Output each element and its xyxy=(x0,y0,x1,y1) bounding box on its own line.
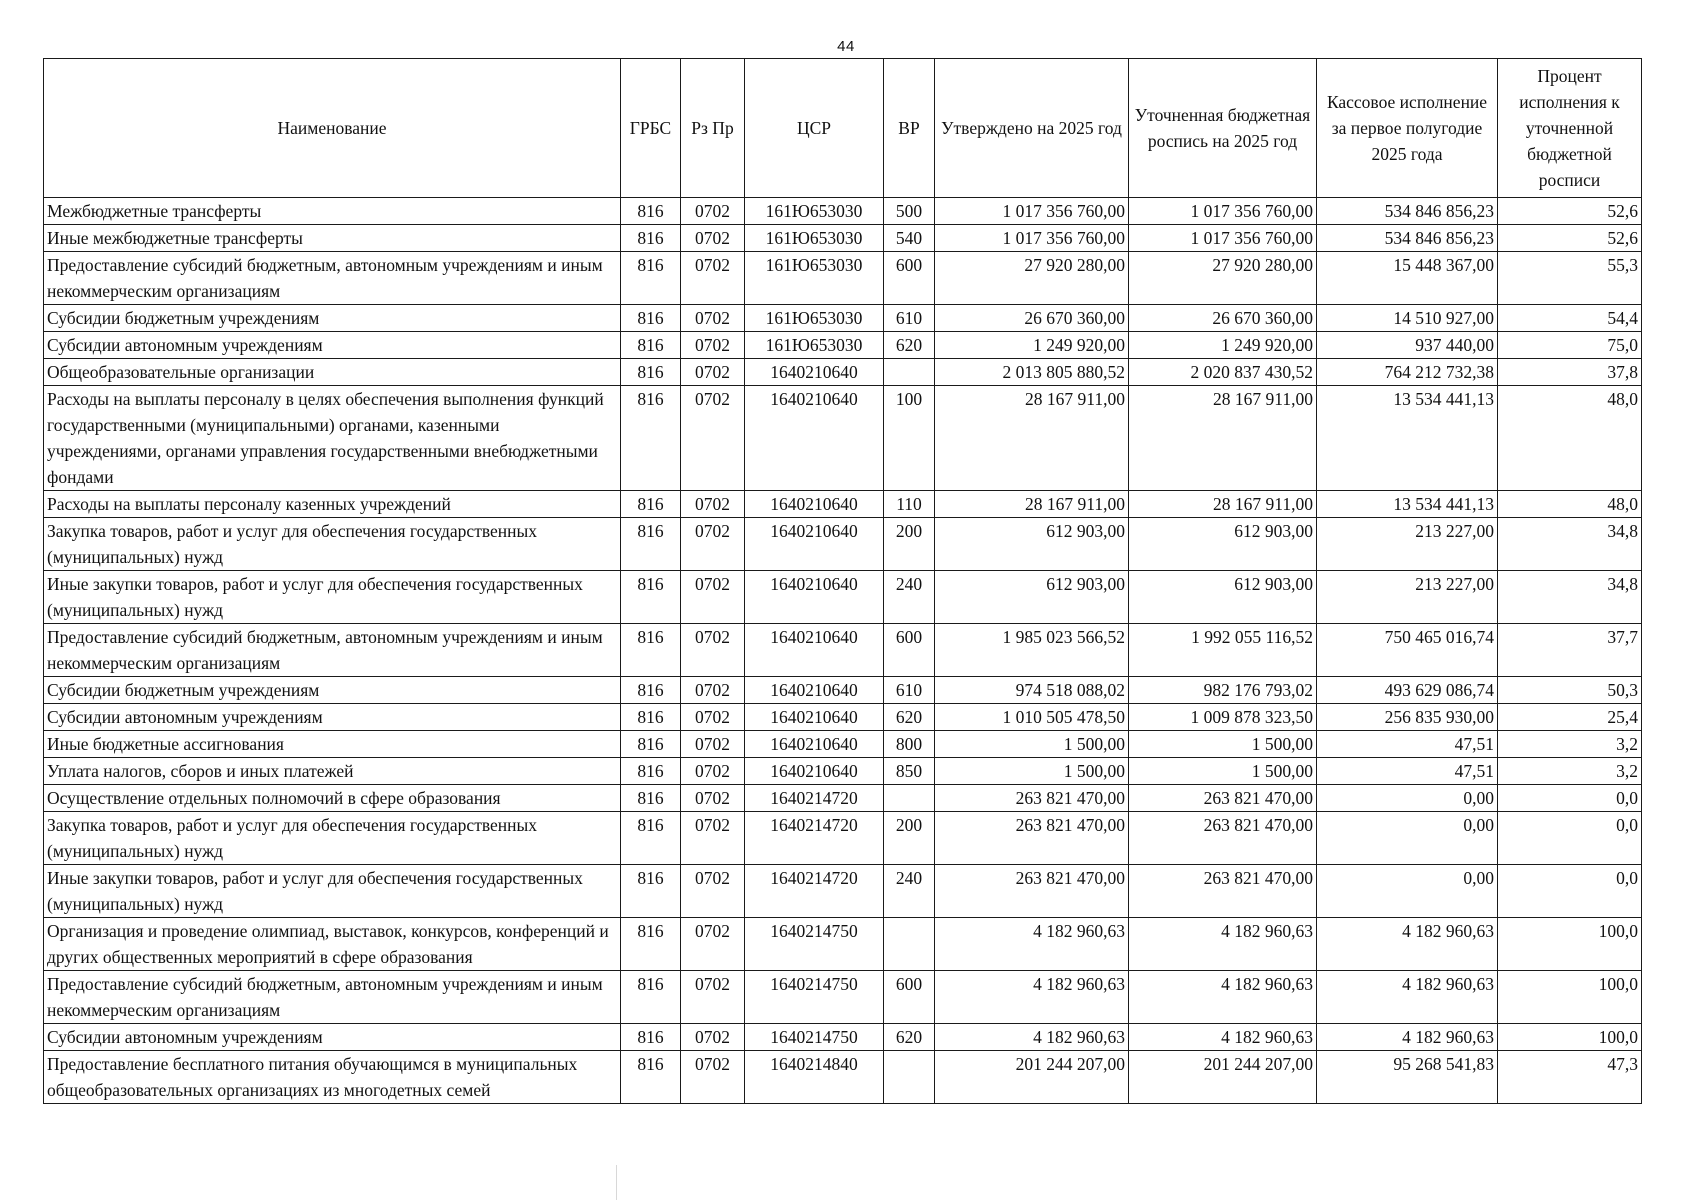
cell-approved: 974 518 088,02 xyxy=(935,677,1129,704)
cell-percent: 3,2 xyxy=(1498,758,1642,785)
cell-grbs: 816 xyxy=(621,252,681,305)
cell-grbs: 816 xyxy=(621,677,681,704)
cell-csr: 1640210640 xyxy=(745,677,884,704)
page-number: 44 xyxy=(837,38,855,55)
table-row xyxy=(44,785,1642,812)
cell-rzpr: 0702 xyxy=(681,624,745,677)
table-row xyxy=(44,865,1642,918)
cell-grbs: 816 xyxy=(621,198,681,225)
table-header-row xyxy=(44,59,1642,198)
cell-vr: 610 xyxy=(884,677,935,704)
header-approved: Утверждено на 2025 год xyxy=(935,59,1129,198)
cell-rzpr: 0702 xyxy=(681,812,745,865)
cell-refined: 982 176 793,02 xyxy=(1129,677,1317,704)
cell-cash: 4 182 960,63 xyxy=(1317,971,1498,1024)
cell-cash: 534 846 856,23 xyxy=(1317,198,1498,225)
cell-grbs: 816 xyxy=(621,359,681,386)
cell-refined: 28 167 911,00 xyxy=(1129,386,1317,491)
cell-percent: 50,3 xyxy=(1498,677,1642,704)
cell-approved: 28 167 911,00 xyxy=(935,491,1129,518)
table-row xyxy=(44,971,1642,1024)
cell-percent: 48,0 xyxy=(1498,386,1642,491)
cell-cash: 534 846 856,23 xyxy=(1317,225,1498,252)
cell-vr: 540 xyxy=(884,225,935,252)
cell-cash: 937 440,00 xyxy=(1317,332,1498,359)
cell-rzpr: 0702 xyxy=(681,785,745,812)
cell-rzpr: 0702 xyxy=(681,518,745,571)
cell-percent: 37,7 xyxy=(1498,624,1642,677)
table-row xyxy=(44,918,1642,971)
cell-vr: 620 xyxy=(884,704,935,731)
cell-csr: 1640210640 xyxy=(745,571,884,624)
cell-rzpr: 0702 xyxy=(681,1051,745,1104)
cell-name: Иные закупки товаров, работ и услуг для обеспечения государственных (муниципальных) нужд xyxy=(44,571,621,624)
cell-vr: 620 xyxy=(884,1024,935,1051)
cell-cash: 14 510 927,00 xyxy=(1317,305,1498,332)
cell-refined: 1 017 356 760,00 xyxy=(1129,198,1317,225)
cell-refined: 1 500,00 xyxy=(1129,758,1317,785)
cell-rzpr: 0702 xyxy=(681,252,745,305)
cell-rzpr: 0702 xyxy=(681,971,745,1024)
cell-grbs: 816 xyxy=(621,305,681,332)
header-percent: Процент исполнения к уточненной бюджетной росписи xyxy=(1498,59,1642,198)
cell-percent: 37,8 xyxy=(1498,359,1642,386)
table-row xyxy=(44,704,1642,731)
cell-cash: 213 227,00 xyxy=(1317,571,1498,624)
cell-rzpr: 0702 xyxy=(681,865,745,918)
cell-vr: 200 xyxy=(884,518,935,571)
cell-rzpr: 0702 xyxy=(681,332,745,359)
table-row xyxy=(44,1051,1642,1104)
cell-vr: 240 xyxy=(884,571,935,624)
cell-csr: 1640210640 xyxy=(745,624,884,677)
cell-refined: 28 167 911,00 xyxy=(1129,491,1317,518)
table-row xyxy=(44,624,1642,677)
cell-name: Субсидии автономным учреждениям xyxy=(44,332,621,359)
cell-rzpr: 0702 xyxy=(681,305,745,332)
cell-percent: 52,6 xyxy=(1498,198,1642,225)
cell-csr: 161Ю653030 xyxy=(745,225,884,252)
cell-cash: 13 534 441,13 xyxy=(1317,386,1498,491)
cell-name: Субсидии бюджетным учреждениям xyxy=(44,677,621,704)
cell-approved: 27 920 280,00 xyxy=(935,252,1129,305)
cell-name: Расходы на выплаты персоналу в целях обеспечения выполнения функций государственными (муниципальными) органами, казенными учреждениями, органами управления государственными внебюджетными фондами xyxy=(44,386,621,491)
cell-vr: 200 xyxy=(884,812,935,865)
cell-grbs: 816 xyxy=(621,758,681,785)
cell-cash: 15 448 367,00 xyxy=(1317,252,1498,305)
header-refined: Уточненная бюджетная роспись на 2025 год xyxy=(1129,59,1317,198)
header-csr: ЦСР xyxy=(745,59,884,198)
table-row xyxy=(44,677,1642,704)
cell-cash: 493 629 086,74 xyxy=(1317,677,1498,704)
table-row xyxy=(44,225,1642,252)
header-name: Наименование xyxy=(44,59,621,198)
table-row xyxy=(44,252,1642,305)
header-vr: ВР xyxy=(884,59,935,198)
cell-refined: 27 920 280,00 xyxy=(1129,252,1317,305)
cell-refined: 612 903,00 xyxy=(1129,571,1317,624)
cell-refined: 2 020 837 430,52 xyxy=(1129,359,1317,386)
cell-vr: 240 xyxy=(884,865,935,918)
cell-grbs: 816 xyxy=(621,1024,681,1051)
cell-grbs: 816 xyxy=(621,491,681,518)
scan-artifact-line xyxy=(616,1165,617,1200)
cell-cash: 95 268 541,83 xyxy=(1317,1051,1498,1104)
cell-csr: 1640210640 xyxy=(745,758,884,785)
cell-csr: 1640214720 xyxy=(745,785,884,812)
cell-name: Предоставление бесплатного питания обучающимся в муниципальных общеобразовательных организациях из многодетных семей xyxy=(44,1051,621,1104)
cell-refined: 1 500,00 xyxy=(1129,731,1317,758)
cell-vr: 610 xyxy=(884,305,935,332)
cell-vr xyxy=(884,1051,935,1104)
cell-csr: 1640214720 xyxy=(745,812,884,865)
cell-name: Иные бюджетные ассигнования xyxy=(44,731,621,758)
table-row xyxy=(44,359,1642,386)
cell-csr: 1640214720 xyxy=(745,865,884,918)
cell-cash: 13 534 441,13 xyxy=(1317,491,1498,518)
table-row xyxy=(44,305,1642,332)
table-row xyxy=(44,332,1642,359)
cell-percent: 100,0 xyxy=(1498,1024,1642,1051)
cell-rzpr: 0702 xyxy=(681,571,745,624)
cell-name: Иные закупки товаров, работ и услуг для обеспечения государственных (муниципальных) нужд xyxy=(44,865,621,918)
header-cash: Кассовое исполнение за первое полугодие 2025 года xyxy=(1317,59,1498,198)
cell-cash: 47,51 xyxy=(1317,758,1498,785)
cell-refined: 4 182 960,63 xyxy=(1129,918,1317,971)
table-row xyxy=(44,198,1642,225)
cell-percent: 54,4 xyxy=(1498,305,1642,332)
cell-percent: 0,0 xyxy=(1498,865,1642,918)
cell-approved: 2 013 805 880,52 xyxy=(935,359,1129,386)
cell-refined: 4 182 960,63 xyxy=(1129,1024,1317,1051)
cell-vr: 620 xyxy=(884,332,935,359)
cell-csr: 1640210640 xyxy=(745,518,884,571)
cell-approved: 612 903,00 xyxy=(935,571,1129,624)
cell-approved: 1 017 356 760,00 xyxy=(935,225,1129,252)
cell-grbs: 816 xyxy=(621,812,681,865)
cell-approved: 263 821 470,00 xyxy=(935,812,1129,865)
cell-approved: 201 244 207,00 xyxy=(935,1051,1129,1104)
cell-grbs: 816 xyxy=(621,1051,681,1104)
cell-name: Предоставление субсидий бюджетным, автономным учреждениям и иным некоммерческим организациям xyxy=(44,624,621,677)
table-row xyxy=(44,758,1642,785)
cell-percent: 55,3 xyxy=(1498,252,1642,305)
cell-approved: 263 821 470,00 xyxy=(935,785,1129,812)
cell-rzpr: 0702 xyxy=(681,918,745,971)
cell-vr xyxy=(884,785,935,812)
cell-rzpr: 0702 xyxy=(681,704,745,731)
cell-percent: 3,2 xyxy=(1498,731,1642,758)
cell-approved: 1 500,00 xyxy=(935,758,1129,785)
cell-name: Общеобразовательные организации xyxy=(44,359,621,386)
cell-name: Субсидии бюджетным учреждениям xyxy=(44,305,621,332)
cell-name: Иные межбюджетные трансферты xyxy=(44,225,621,252)
cell-percent: 47,3 xyxy=(1498,1051,1642,1104)
cell-rzpr: 0702 xyxy=(681,225,745,252)
cell-rzpr: 0702 xyxy=(681,731,745,758)
cell-refined: 26 670 360,00 xyxy=(1129,305,1317,332)
cell-percent: 0,0 xyxy=(1498,785,1642,812)
budget-execution-table xyxy=(43,58,1642,1104)
cell-rzpr: 0702 xyxy=(681,359,745,386)
cell-name: Субсидии автономным учреждениям xyxy=(44,1024,621,1051)
cell-csr: 1640210640 xyxy=(745,359,884,386)
cell-approved: 1 500,00 xyxy=(935,731,1129,758)
table-row xyxy=(44,571,1642,624)
cell-cash: 213 227,00 xyxy=(1317,518,1498,571)
table-row xyxy=(44,386,1642,491)
cell-rzpr: 0702 xyxy=(681,677,745,704)
cell-csr: 1640214750 xyxy=(745,918,884,971)
cell-refined: 1 249 920,00 xyxy=(1129,332,1317,359)
cell-rzpr: 0702 xyxy=(681,386,745,491)
cell-grbs: 816 xyxy=(621,332,681,359)
cell-csr: 1640214750 xyxy=(745,971,884,1024)
cell-grbs: 816 xyxy=(621,518,681,571)
cell-csr: 1640210640 xyxy=(745,704,884,731)
cell-refined: 1 009 878 323,50 xyxy=(1129,704,1317,731)
cell-vr: 100 xyxy=(884,386,935,491)
cell-cash: 0,00 xyxy=(1317,812,1498,865)
cell-csr: 161Ю653030 xyxy=(745,252,884,305)
cell-vr xyxy=(884,918,935,971)
cell-name: Межбюджетные трансферты xyxy=(44,198,621,225)
cell-name: Предоставление субсидий бюджетным, автономным учреждениям и иным некоммерческим организациям xyxy=(44,971,621,1024)
cell-grbs: 816 xyxy=(621,865,681,918)
cell-rzpr: 0702 xyxy=(681,758,745,785)
cell-cash: 256 835 930,00 xyxy=(1317,704,1498,731)
cell-name: Закупка товаров, работ и услуг для обеспечения государственных (муниципальных) нужд xyxy=(44,518,621,571)
cell-vr: 110 xyxy=(884,491,935,518)
cell-rzpr: 0702 xyxy=(681,1024,745,1051)
cell-refined: 263 821 470,00 xyxy=(1129,812,1317,865)
cell-percent: 0,0 xyxy=(1498,812,1642,865)
cell-grbs: 816 xyxy=(621,785,681,812)
cell-percent: 75,0 xyxy=(1498,332,1642,359)
table-body xyxy=(44,198,1642,1104)
cell-cash: 4 182 960,63 xyxy=(1317,918,1498,971)
cell-csr: 1640214840 xyxy=(745,1051,884,1104)
cell-grbs: 816 xyxy=(621,731,681,758)
cell-vr xyxy=(884,359,935,386)
cell-name: Организация и проведение олимпиад, выставок, конкурсов, конференций и других общественных мероприятий в сфере образования xyxy=(44,918,621,971)
cell-name: Субсидии автономным учреждениям xyxy=(44,704,621,731)
cell-csr: 1640210640 xyxy=(745,491,884,518)
cell-vr: 850 xyxy=(884,758,935,785)
cell-approved: 1 985 023 566,52 xyxy=(935,624,1129,677)
cell-rzpr: 0702 xyxy=(681,198,745,225)
table-row xyxy=(44,491,1642,518)
cell-approved: 28 167 911,00 xyxy=(935,386,1129,491)
cell-csr: 1640210640 xyxy=(745,386,884,491)
cell-percent: 34,8 xyxy=(1498,571,1642,624)
cell-approved: 1 249 920,00 xyxy=(935,332,1129,359)
cell-refined: 263 821 470,00 xyxy=(1129,865,1317,918)
cell-percent: 100,0 xyxy=(1498,971,1642,1024)
cell-vr: 800 xyxy=(884,731,935,758)
cell-refined: 1 992 055 116,52 xyxy=(1129,624,1317,677)
cell-percent: 100,0 xyxy=(1498,918,1642,971)
cell-percent: 52,6 xyxy=(1498,225,1642,252)
cell-approved: 26 670 360,00 xyxy=(935,305,1129,332)
cell-approved: 1 017 356 760,00 xyxy=(935,198,1129,225)
table-row xyxy=(44,731,1642,758)
cell-grbs: 816 xyxy=(621,624,681,677)
cell-cash: 0,00 xyxy=(1317,865,1498,918)
header-grbs: ГРБС xyxy=(621,59,681,198)
cell-refined: 612 903,00 xyxy=(1129,518,1317,571)
cell-grbs: 816 xyxy=(621,386,681,491)
table-row xyxy=(44,518,1642,571)
cell-cash: 764 212 732,38 xyxy=(1317,359,1498,386)
cell-vr: 600 xyxy=(884,624,935,677)
cell-csr: 161Ю653030 xyxy=(745,198,884,225)
cell-vr: 600 xyxy=(884,971,935,1024)
cell-name: Закупка товаров, работ и услуг для обеспечения государственных (муниципальных) нужд xyxy=(44,812,621,865)
cell-grbs: 816 xyxy=(621,571,681,624)
cell-approved: 612 903,00 xyxy=(935,518,1129,571)
cell-refined: 4 182 960,63 xyxy=(1129,971,1317,1024)
table-row xyxy=(44,1024,1642,1051)
cell-csr: 1640214750 xyxy=(745,1024,884,1051)
cell-cash: 0,00 xyxy=(1317,785,1498,812)
cell-grbs: 816 xyxy=(621,704,681,731)
cell-approved: 4 182 960,63 xyxy=(935,1024,1129,1051)
cell-name: Предоставление субсидий бюджетным, автономным учреждениям и иным некоммерческим организациям xyxy=(44,252,621,305)
cell-csr: 161Ю653030 xyxy=(745,305,884,332)
cell-refined: 1 017 356 760,00 xyxy=(1129,225,1317,252)
cell-grbs: 816 xyxy=(621,918,681,971)
cell-csr: 161Ю653030 xyxy=(745,332,884,359)
cell-name: Уплата налогов, сборов и иных платежей xyxy=(44,758,621,785)
cell-cash: 4 182 960,63 xyxy=(1317,1024,1498,1051)
cell-cash: 750 465 016,74 xyxy=(1317,624,1498,677)
header-rzpr: Рз Пр xyxy=(681,59,745,198)
cell-approved: 4 182 960,63 xyxy=(935,918,1129,971)
cell-percent: 34,8 xyxy=(1498,518,1642,571)
cell-vr: 500 xyxy=(884,198,935,225)
cell-rzpr: 0702 xyxy=(681,491,745,518)
cell-name: Осуществление отдельных полномочий в сфере образования xyxy=(44,785,621,812)
cell-percent: 25,4 xyxy=(1498,704,1642,731)
table-row xyxy=(44,812,1642,865)
cell-csr: 1640210640 xyxy=(745,731,884,758)
cell-approved: 263 821 470,00 xyxy=(935,865,1129,918)
cell-approved: 1 010 505 478,50 xyxy=(935,704,1129,731)
cell-cash: 47,51 xyxy=(1317,731,1498,758)
cell-refined: 263 821 470,00 xyxy=(1129,785,1317,812)
cell-vr: 600 xyxy=(884,252,935,305)
cell-name: Расходы на выплаты персоналу казенных учреждений xyxy=(44,491,621,518)
cell-percent: 48,0 xyxy=(1498,491,1642,518)
cell-refined: 201 244 207,00 xyxy=(1129,1051,1317,1104)
cell-grbs: 816 xyxy=(621,971,681,1024)
cell-grbs: 816 xyxy=(621,225,681,252)
cell-approved: 4 182 960,63 xyxy=(935,971,1129,1024)
